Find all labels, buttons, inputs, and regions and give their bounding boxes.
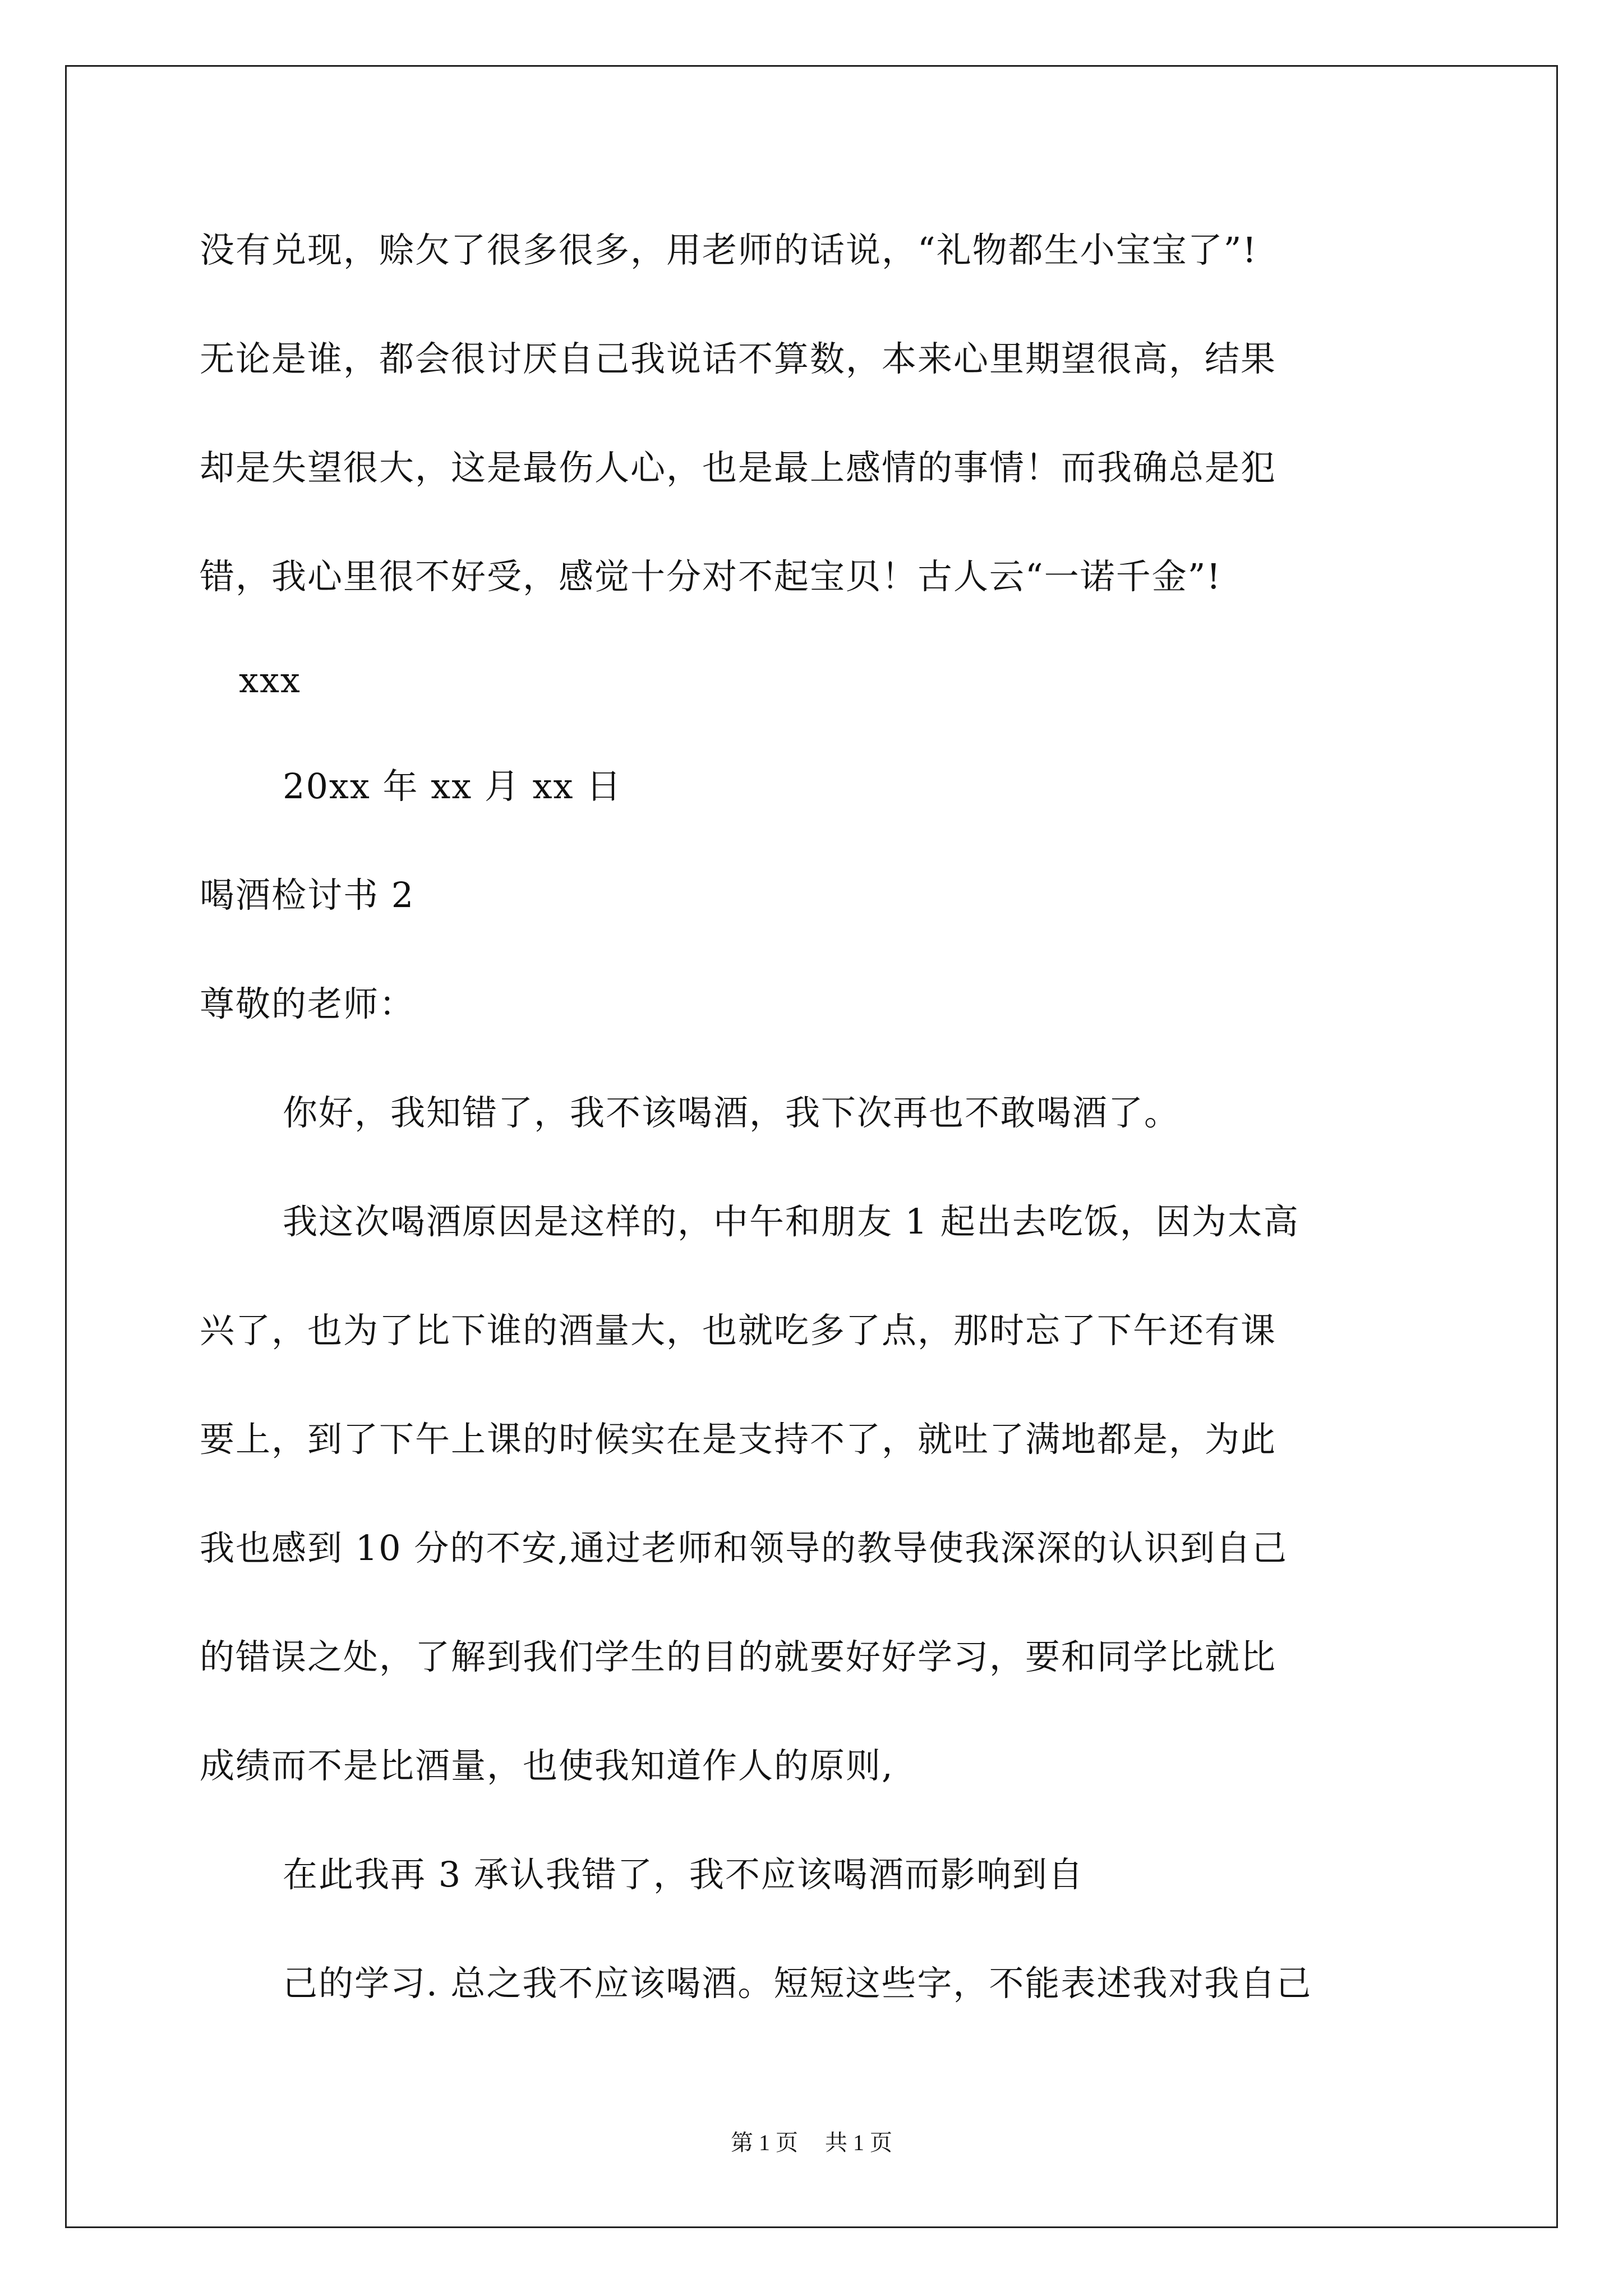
- paragraph-greeting: 你好，我知错了，我不该喝酒，我下次再也不敢喝酒了。: [283, 1092, 1181, 1133]
- section-title: 喝酒检讨书 2: [200, 875, 415, 915]
- body-text-line: 无论是谁，都会很讨厌自己我说话不算数，本来心里期望很高，结果: [200, 338, 1277, 379]
- signature-name: xxx: [239, 660, 301, 701]
- body-text-line: 的错误之处，了解到我们学生的目的就要好好学习，要和同学比就比: [200, 1636, 1277, 1677]
- body-text-line: 成绩而不是比酒量，也使我知道作人的原则,: [200, 1745, 894, 1786]
- body-text-line: 在此我再 3 承认我错了，我不应该喝酒而影响到自: [283, 1854, 1084, 1895]
- body-text-line: 要上，到了下午上课的时候实在是支持不了，就吐了满地都是，为此: [200, 1419, 1277, 1460]
- page-footer: [0, 2129, 1623, 2157]
- page-number-current: 第 1 页: [731, 2130, 798, 2155]
- body-text-line: 我也感到 10 分的不安,通过老师和领导的教导使我深深的认识到自己: [200, 1527, 1288, 1568]
- signature-date: 20xx 年 xx 月 xx 日: [283, 766, 623, 807]
- body-text-line: 却是失望很大，这是最伤人心，也是最上感情的事情！而我确总是犯: [200, 447, 1277, 488]
- body-text-line: 错，我心里很不好受，感觉十分对不起宝贝！古人云“一诺千金”!: [200, 556, 1222, 597]
- page-border: [65, 65, 1558, 2228]
- salutation: 尊敬的老师：: [200, 983, 416, 1024]
- body-text-line: 没有兑现，赊欠了很多很多，用老师的话说，“礼物都生小宝宝了”!: [200, 229, 1258, 270]
- body-text-line: 我这次喝酒原因是这样的，中午和朋友 1 起出去吃饭，因为太高: [283, 1201, 1299, 1242]
- page-number-total: 共 1 页: [825, 2130, 892, 2155]
- body-text-line: 兴了，也为了比下谁的酒量大，也就吃多了点，那时忘了下午还有课: [200, 1310, 1277, 1351]
- body-text-line: 己的学习. 总之我不应该喝酒。短短这些字，不能表述我对我自己: [283, 1963, 1312, 2004]
